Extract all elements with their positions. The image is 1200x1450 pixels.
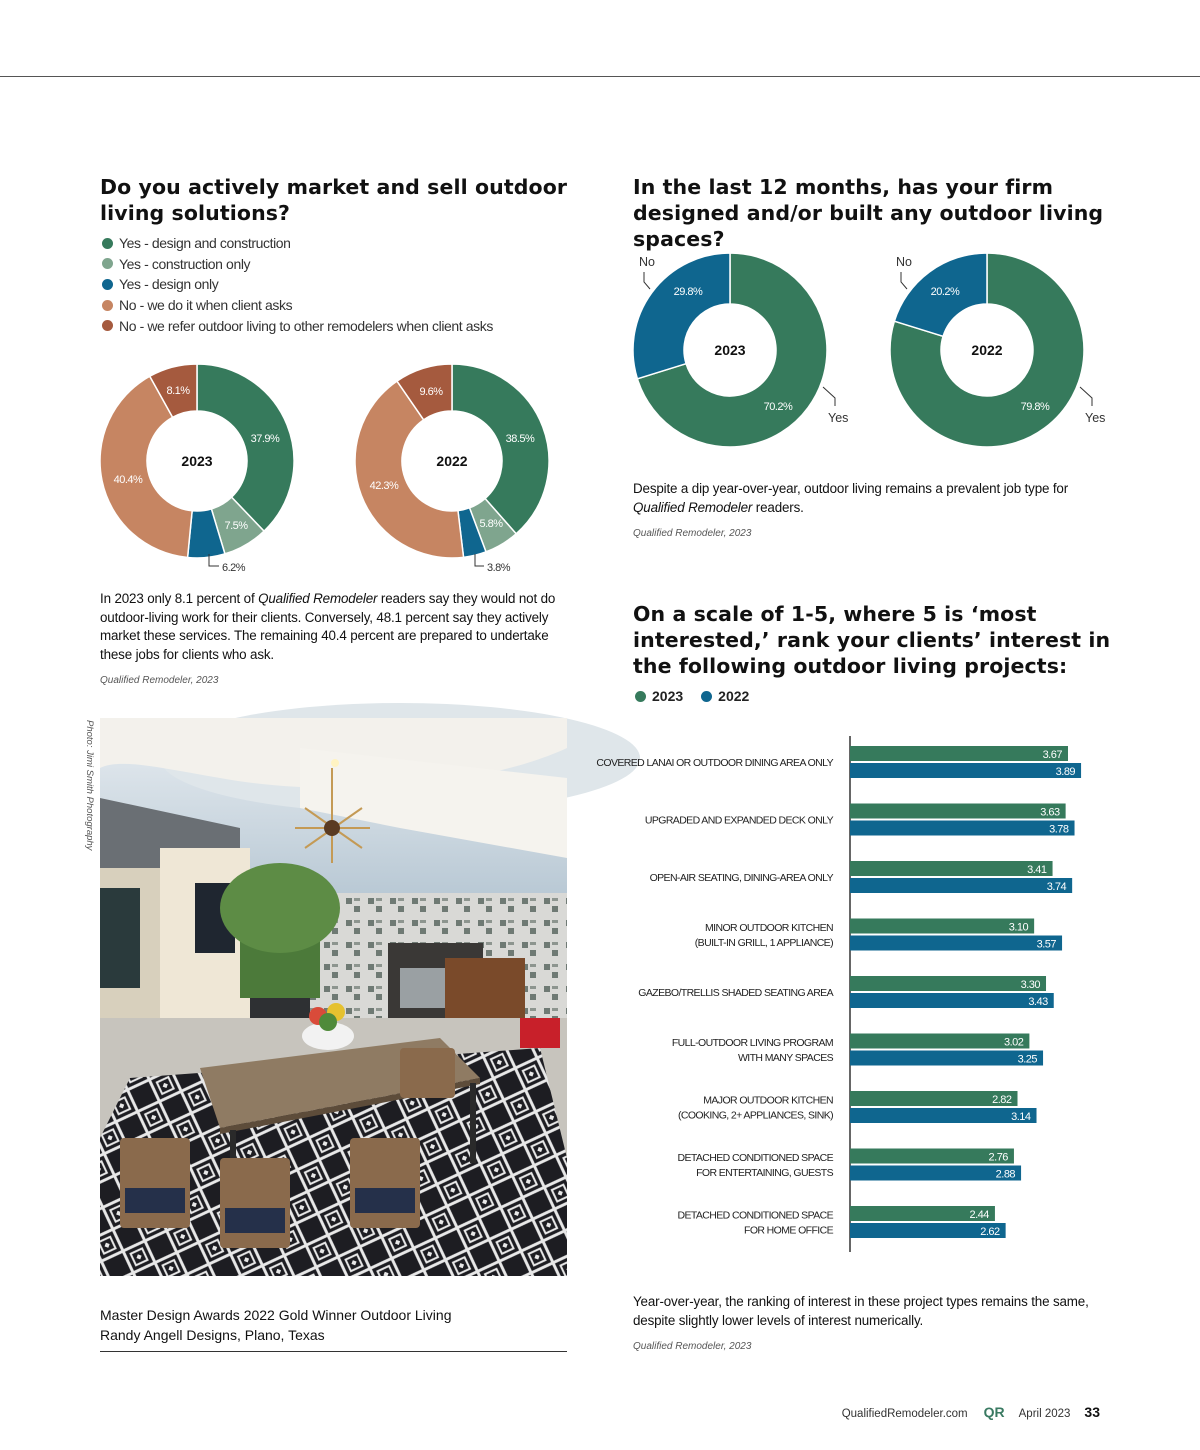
- interest-bar-chart: [596, 730, 1115, 1260]
- market-donut-charts: [90, 355, 570, 580]
- donut-yes-label: Yes: [1085, 411, 1106, 425]
- bar-category-label: DETACHED CONDITIONED SPACE: [677, 1209, 833, 1222]
- legend-2023-label: 2023: [652, 688, 684, 704]
- bar-category-label: MAJOR OUTDOOR KITCHEN: [703, 1094, 833, 1107]
- donut-value-label: 9.6%: [419, 386, 443, 398]
- legend-label: Yes - design only: [119, 276, 219, 293]
- donut-value-label: 38.5%: [505, 433, 535, 445]
- built-source: Qualified Remodeler, 2023: [633, 528, 752, 539]
- built-description-text-cont: readers.: [752, 499, 804, 515]
- interest-legend: [635, 688, 767, 704]
- donut-leader-line: [901, 272, 907, 289]
- donut-center-label: 2023: [714, 342, 746, 358]
- built-question-title: In the last 12 months, has your firm designed and/or built any outdoor living spaces?: [633, 175, 1104, 251]
- bar-value-label: 3.41: [1027, 864, 1047, 876]
- legend-swatch: [102, 320, 113, 331]
- donut-value-label: 40.4%: [113, 474, 143, 486]
- bar-value-label: 2.62: [980, 1226, 1000, 1238]
- built-description-publication: Qualified Remodeler: [633, 499, 753, 515]
- bar-category-label: (COOKING, 2+ APPLIANCES, SINK): [677, 1109, 833, 1122]
- footer-issue: April 2023: [1018, 1408, 1071, 1420]
- donut-no-label: No: [896, 255, 912, 269]
- donut-slice-yes-design-and-construction: [197, 364, 294, 531]
- bar-value-label: 3.63: [1040, 806, 1060, 819]
- legend-item: [102, 274, 493, 295]
- legend-item: [102, 233, 493, 254]
- donut-value-label: 8.1%: [166, 385, 190, 397]
- interest-description: Year-over-year, the ranking of interest in these project types remains the same, despite slightly lower levels of interest numerically.: [633, 1294, 1089, 1328]
- bar-category-label: MINOR OUTDOOR KITCHEN: [705, 922, 833, 934]
- outdoor-living-photo: [100, 718, 567, 1276]
- bar-value-label: 3.74: [1046, 881, 1067, 893]
- bar-category-label: COVERED LANAI OR OUTDOOR DINING AREA ONLY: [596, 757, 833, 769]
- bar-value-label: 3.78: [1049, 823, 1069, 836]
- donut-value-label: 79.8%: [1020, 401, 1050, 413]
- bar-2023-4: [850, 919, 1034, 934]
- market-question-title: Do you actively market and sell outdoor living solutions?: [100, 175, 568, 225]
- legend-2023-swatch: [635, 691, 646, 702]
- donut-leader-line: [475, 554, 484, 566]
- bar-2022-3: [850, 878, 1072, 893]
- donut-yes-label: Yes: [828, 411, 849, 425]
- market-legend: [102, 233, 493, 336]
- legend-label: No - we do it when client asks: [119, 297, 293, 314]
- bar-category-label: UPGRADED AND EXPANDED DECK ONLY: [644, 814, 833, 827]
- donut-leader-line: [823, 387, 835, 406]
- bar-category-label: WITH MANY SPACES: [737, 1052, 833, 1064]
- legend-swatch: [102, 238, 113, 249]
- donut-value-label: 7.5%: [224, 520, 248, 532]
- interest-question-title: On a scale of 1-5, where 5 is ‘most interested,’ rank your clients’ interest in the following outdoor living projects:: [633, 602, 1111, 678]
- photo-caption: [100, 1306, 451, 1345]
- bar-2023-6: [850, 1034, 1029, 1049]
- legend-label: No - we refer outdoor living to other remodelers when client asks: [119, 317, 493, 334]
- donut-value-label: 6.2%: [222, 562, 246, 574]
- bar-category-label: GAZEBO/TRELLIS SHADED SEATING AREA: [638, 987, 833, 999]
- legend-2022-label: 2022: [718, 688, 750, 704]
- photo-caption-line-2: Randy Angell Designs, Plano, Texas: [100, 1326, 325, 1343]
- footer-logo: QR: [983, 1404, 1005, 1420]
- built-description-text: Despite a dip year-over-year, outdoor living remains a prevalent job type for: [633, 481, 1069, 496]
- bar-2023-5: [850, 976, 1046, 991]
- donut-value-label: 5.8%: [479, 518, 503, 530]
- bar-value-label: 3.43: [1028, 996, 1048, 1008]
- photo-caption-line-1: Master Design Awards 2022 Gold Winner Outdoor Living: [100, 1307, 452, 1323]
- market-source: Qualified Remodeler, 2023: [100, 675, 219, 686]
- donut-center-label: 2023: [181, 453, 213, 469]
- bar-category-label: OPEN-AIR SEATING, DINING-AREA ONLY: [649, 872, 833, 884]
- page-footer: [842, 1404, 1100, 1420]
- legend-swatch: [102, 300, 113, 311]
- legend-2022: [701, 688, 749, 704]
- legend-2022-swatch: [701, 691, 712, 702]
- bar-category-label: FOR HOME OFFICE: [744, 1224, 833, 1237]
- legend-swatch: [102, 258, 113, 269]
- photo-credit: Photo: Jimi Smith Photography: [84, 720, 95, 851]
- bar-value-label: 2.44: [969, 1209, 989, 1221]
- market-description-text-cont: readers say they would not do outdoor-living work for their clients. Conversely, 48.1 percent say they actively market these services. The remaining 40.4 percent are prepared to undertake these jobs for clients who ask.: [100, 591, 556, 662]
- bar-value-label: 2.88: [995, 1168, 1016, 1181]
- bar-value-label: 3.57: [1036, 938, 1057, 951]
- bar-2022-6: [850, 1051, 1043, 1066]
- market-description: [100, 590, 572, 664]
- legend-label: Yes - construction only: [119, 255, 251, 272]
- legend-swatch: [102, 279, 113, 290]
- donut-value-label: 42.3%: [369, 480, 399, 492]
- bar-2023-3: [850, 861, 1053, 876]
- bar-2022-4: [850, 936, 1062, 951]
- market-description-text: In 2023 only 8.1 percent of: [100, 591, 259, 606]
- bar-2023-2: [850, 804, 1066, 819]
- bar-2022-5: [850, 993, 1054, 1008]
- bar-category-label: (BUILT-IN GRILL, 1 APPLIANCE): [694, 937, 833, 949]
- bar-category-label: FULL-OUTDOOR LIVING PROGRAM: [671, 1037, 833, 1049]
- bar-2023-1: [850, 746, 1068, 761]
- built-description: [633, 480, 1108, 517]
- market-description-publication: Qualified Remodeler: [258, 591, 378, 606]
- bar-category-label: FOR ENTERTAINING, GUESTS: [696, 1167, 833, 1179]
- donut-value-label: 20.2%: [930, 286, 960, 298]
- legend-item: [102, 315, 493, 336]
- legend-2023: [635, 688, 683, 704]
- bar-value-label: 3.10: [1008, 921, 1029, 934]
- donut-no-label: No: [639, 255, 655, 269]
- donut-slice-no: [633, 253, 730, 379]
- donut-center-label: 2022: [436, 453, 468, 469]
- bar-value-label: 3.89: [1055, 766, 1076, 778]
- bar-2022-2: [850, 821, 1075, 836]
- donut-value-label: 29.8%: [673, 286, 703, 298]
- bar-2022-1: [850, 763, 1081, 778]
- built-donut-charts: [625, 245, 1115, 460]
- donut-value-label: 37.9%: [250, 433, 280, 445]
- bar-value-label: 2.76: [988, 1151, 1008, 1164]
- bar-value-label: 3.30: [1020, 979, 1041, 991]
- donut-value-label: 3.8%: [487, 562, 511, 574]
- donut-leader-line: [644, 272, 650, 289]
- bar-value-label: 3.14: [1011, 1111, 1031, 1123]
- legend-item: [102, 254, 493, 275]
- bar-value-label: 3.02: [1003, 1036, 1024, 1049]
- caption-rule: [100, 1351, 567, 1352]
- top-rule: [0, 76, 1200, 77]
- bar-value-label: 3.25: [1017, 1053, 1038, 1066]
- bar-value-label: 2.82: [992, 1094, 1012, 1106]
- interest-source: Qualified Remodeler, 2023: [633, 1341, 752, 1352]
- bar-value-label: 3.67: [1042, 749, 1062, 761]
- bar-2022-7: [850, 1108, 1037, 1123]
- donut-value-label: 70.2%: [763, 401, 793, 413]
- footer-site: QualifiedRemodeler.com: [841, 1408, 968, 1420]
- legend-item: [102, 295, 493, 316]
- bar-category-label: DETACHED CONDITIONED SPACE: [677, 1152, 833, 1164]
- donut-leader-line: [1080, 387, 1092, 406]
- legend-label: Yes - design and construction: [119, 235, 291, 252]
- donut-center-label: 2022: [971, 342, 1003, 358]
- footer-page-number: 33: [1084, 1404, 1100, 1420]
